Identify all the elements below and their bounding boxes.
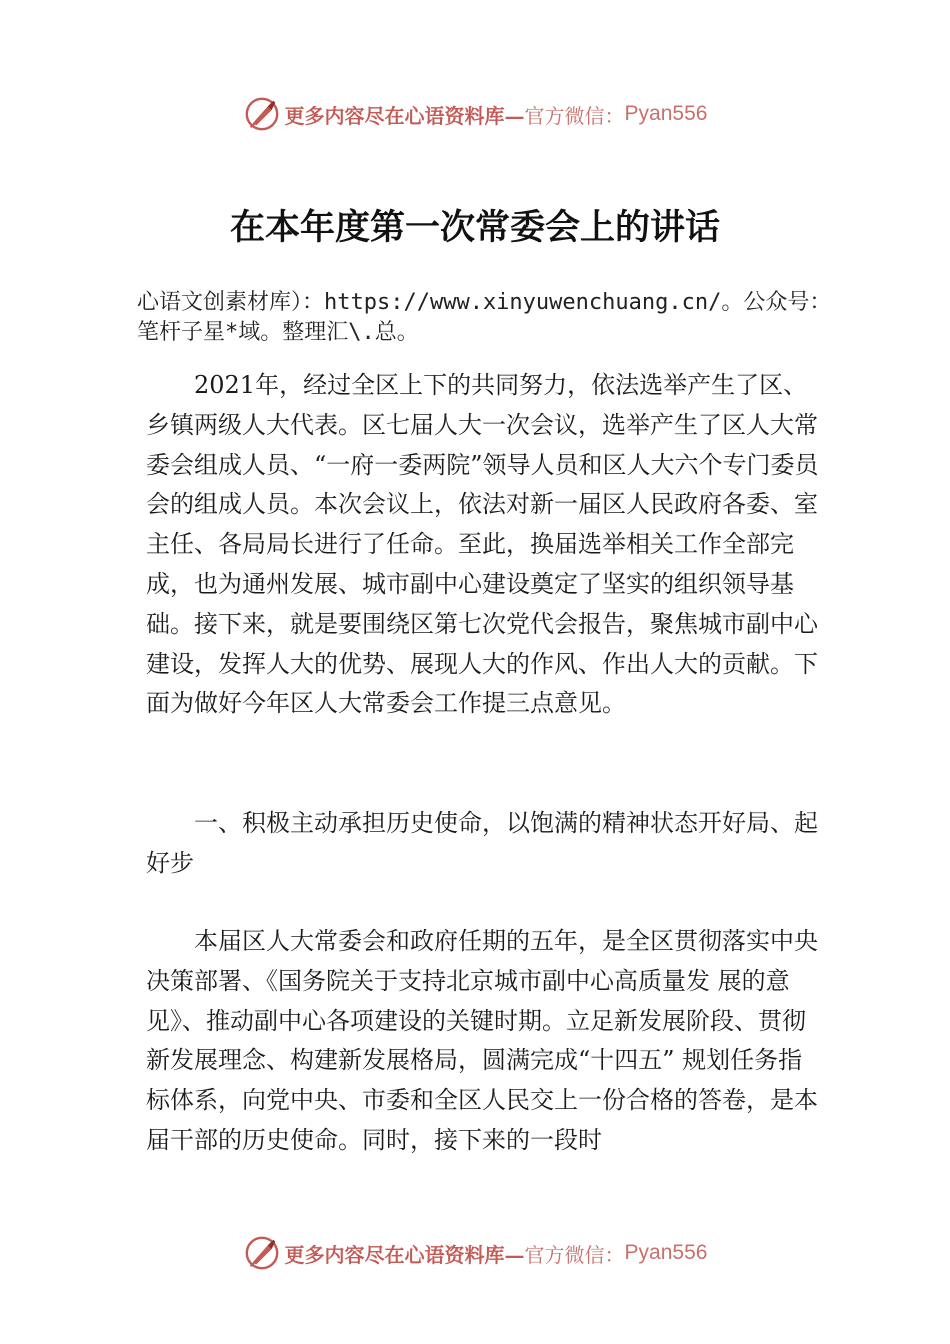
banner-text: 更多内容尽在心语资料库—	[284, 103, 525, 128]
banner-wechat-label: 官方微信：	[524, 103, 625, 128]
paragraph: 本届区人大常委会和政府任期的五年，是全区贯彻落实中央决策部署、《国务院关于支持北京城市副中心高质量发 展的意见》、推动副中心各项建设的关键时期。立足新发展阶段、贯彻新发展理念、构建新发展格局，圆满完成“十四五” 规划任务指标体系，向党中央、市委和全区人民交上一份合格的答卷，是本届干部的历史使命。同时，接下来的一段时	[146, 927, 818, 1154]
document-title: 在本年度第一次常委会上的讲话	[229, 207, 720, 248]
source-line: 心语文创素材库）：https://www.xinyuwenchuang.cn/。公众号：笔杆子星*域。整理汇\.总。	[137, 290, 832, 345]
banner-text: 更多内容尽在心语资料库—	[284, 1242, 525, 1267]
header-banner	[0, 94, 950, 134]
paragraph: 2021年，经过全区上下的共同努力，依法选举产生了区、乡镇两级人大代表。区七届人大一次会议，选举产生了区人大常委会组成人员、“一府一委两院”领导人员和区人大六个专门委员会的组成人员。本次会议上，依法对新一届区人民政府各委、室主任、各局局长进行了任命。至此，换届选举相关工作全部完成，也为通州发展、城市副中心建设奠定了坚实的组织领导基础。接下来，就是要围绕区第七次党代会报告，聚焦城市副中心建设，发挥人大的优势、展现人大的作风、作出人大的贡献。下面为做好今年区人大常委会工作提三点意见。	[146, 371, 819, 718]
section-heading: 一、积极主动承担历史使命，以饱满的精神状态开好局、起好步	[146, 809, 818, 877]
footer-banner	[0, 1233, 950, 1273]
banner-wechat-id: Pyan556	[624, 1241, 708, 1264]
pen-logo-icon	[243, 95, 281, 133]
pen-logo-icon	[243, 1234, 281, 1272]
banner-wechat-id: Pyan556	[624, 102, 708, 125]
banner-wechat-label: 官方微信：	[524, 1242, 625, 1267]
